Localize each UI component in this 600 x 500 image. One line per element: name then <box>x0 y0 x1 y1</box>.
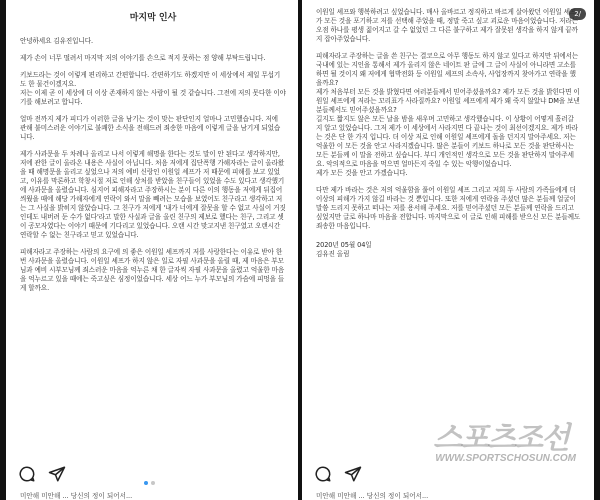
share-icon[interactable] <box>344 465 362 483</box>
caption-peek: 미안해 미안해 ... 당신의 정이 되어서... <box>20 492 133 500</box>
letter-page-1 <box>6 8 298 301</box>
comment-icon[interactable] <box>314 465 332 483</box>
letter-paragraph: 제가 손이 너무 떨려서 마지막 저의 이야기를 손으로 적지 못하는 점 양해 부탁드립니다. <box>20 54 266 62</box>
post-slide-left <box>6 0 298 500</box>
watermark-url: WWW.SPORTSCHOSUN.COM <box>435 453 576 464</box>
share-icon[interactable] <box>48 465 66 483</box>
watermark-logo: 스포츠조선 <box>433 421 568 456</box>
letter-signature: 2020년 05월 04일 김유진 올림 <box>316 241 372 258</box>
letter-paragraph: 안녕하세요 김유진입니다. <box>20 37 93 45</box>
post-action-bar <box>302 461 594 485</box>
letter-paragraph: 피해자라고 주장하는 사람의 요구에 의 좋은 이원일 셰프까지 저를 사랑한다는 이유로 받아 한 번 사과문을 올렸습니다. 이원일 셰프가 하지 않은 일로 자필 사과문을 올릴 때, 제 마음은 부모님과 예비 시부모님께 죄스러운 마음을 억누른 채 한 글자씩 자필 사과문을 올렸고 억울한 마음을 억누르고 있을 때에는 죽고싶은 심정이었습니다. 세상 어느 누가 부모님의 가슴에 피멍을 들게 할까요. <box>20 248 285 292</box>
letter-paragraph: 제가 사과문을 두 차례나 올리고 나서 이렇게 해명을 한다는 것도 말이 안 된다고 생각하지만, 저에 관한 글이 올라온 내용은 사실이 아닙니다. 처음 저에게 집단폭행 가해자라는 글이 올라왔을 때 해명문을 올리고 싶었으나 저의 예비 신랑인 이원일 셰프가 저 때문에 피해를 보고 있었고, 이유를 막론하고 학창시절 저로 인해 상처를 받았을 친구들이 있었을 수도 있다고 생각했기에 사과문을 올렸습니다. 심지어 피해자라고 주장하시는 분이 다른 이의 행동을 저에게 뒤집어 씌웠을 때에 해당 가해자에게 연락이 와서 말을 빼려는 모습을 보였어도 친구라고 생각하고 저는 그 사실을 밝히지 않았습니다. 그 친구가 저에게 '내가 너에게 잘못을 할 수 없고 사실이 거짓인데도 내버려 둔 수가 없다'라고 말한 사실과 글을 올린 친구의 제보로 했다는 친구, 그리고 셋이 공모자였다는 이야기 때문에 기다리고 있었습니다. 오랜 시간 맞고지낸 친구였고 오랜시간 연락할 수 없는 친구라고 믿고 있었습니다. <box>20 150 286 239</box>
carousel-dot <box>151 481 155 485</box>
letter-paragraph: 키보드라는 것이 이렇게 편리하고 간편합니다. 간편하기도 하겠지만 이 세상에서 제일 무섭기도 한 물건이겠지요. 저는 이제 곧 이 세상에 더 이상 존재하지 않는 사람이 될 것 같습니다. 그전에 저의 못다한 이야기를 해보려고 합니다. <box>20 71 286 106</box>
letter-paragraph: 다만 제가 바라는 것은 저의 억울함을 풀어 이원일 셰프 그리고 저희 두 사람의 가족들에게 더 이상의 피해가 가지 않길 바라는 것 뿐입니다. 또한 저에게 연락을 주셨던 많은 분들께 얼굴이 말씀 드리지 못하고 떠나는 저를 용서해 주세요. 저를 믿어주셨던 모든 분들께 연락을 드리고 싶었지만 글로 하나마 마음을 전합니다. 마지막으로 이 글로 인해 피해를 받으신 모든 분들께도 죄송한 마음입니다. <box>316 186 581 230</box>
carousel-dots <box>144 470 158 476</box>
post-action-bar <box>6 461 298 485</box>
post-slide-right <box>302 0 594 500</box>
letter-paragraph: 피해자라고 주장하는 글을 쓴 친구는 결코으로 아무 행동도 하지 않고 있다고 하지만 뒤에서는 국내에 있는 지인을 통해서 제가 올리지 않은 네이트 판 글에 그 글이 사실이 아니라면 고소를 하면 될 것이지 왜 저에게 협박전화 등 이원일 셰프의 소속사, 사업장까지 찾아가고 연락을 했을까요? 제가 처음부터 모든 것을 밝혔다면 여러분들께서 믿어주셨을까요? 제가 모든 것을 밝힌다면 이원일 셰프에게 저라는 꼬리표가 사라질까요? 이원일 셰프에게 제가 왜 죽지 않았냐 DM을 보낸 분들께서도 믿어주셨을까요? 길지도 짧지도 않은 모든 날을 밤을 새우며 고민하고 생각했습니다. 이 상황이 어떻게 흘러갈 지 알고 있었습니다. 그저 제가 이 세상에서 사라지면 다 끝나는 것이 최선이겠지요. 제가 바라는 것은 단 한 가지 입니다. 더 이상 저로 인해 이원일 셰프에게 돌을 던지지 말아주세요. 저는 억울한 이 모든 것을 안고 사라지겠습니다. 많은 분들이 키보드 하나로 모든 것을 판단하시는 모든 분들께 이 말을 전하고 싶습니다. 부디 개인적인 생각으로 모든 것을 판단하지 말아주세요. 악의적으로 마음을 먹으면 얼마든지 죽일 수 있는 악행이었습니다. 제가 모든 것을 안고 가겠습니다. <box>316 52 580 177</box>
caption-peek: 미안해 미안해 ... 당신의 정이 되어서... <box>316 492 429 500</box>
letter-title: 마지막 인사 <box>129 13 177 23</box>
letter-page-2 <box>302 8 594 267</box>
letter-paragraph: 얼마 전까지 제가 피디가 이러한 글을 남기는 것이 맞는 판단인지 얼마나 고민했습니다. 저에 관해 불미스러운 이야기로 불쾌한 소식을 전해드려 죄송한 마음에 이렇게 글을 남기게 되었습니다. <box>20 115 281 141</box>
comment-icon[interactable] <box>18 465 36 483</box>
letter-paragraph: 이원일 셰프와 행복하려고 싶었습니다. 매사 올바르고 정직하고 바르게 살아왔던 이원일 셰프가 모든 것을 포기하고 저를 선택해 주었을 때, 정말 죽고 싶고 괴로운 마음이었습니다. 저라는 오점 하나를 평생 짊어지고 갈 수 없었던 그 다른 불구하고 제가 잘못된 생각을 하지 않게 끝까지 잡아주었습니다. <box>316 8 578 43</box>
carousel-dot-active <box>144 481 148 485</box>
page-counter-badge: 2/ <box>569 8 586 20</box>
